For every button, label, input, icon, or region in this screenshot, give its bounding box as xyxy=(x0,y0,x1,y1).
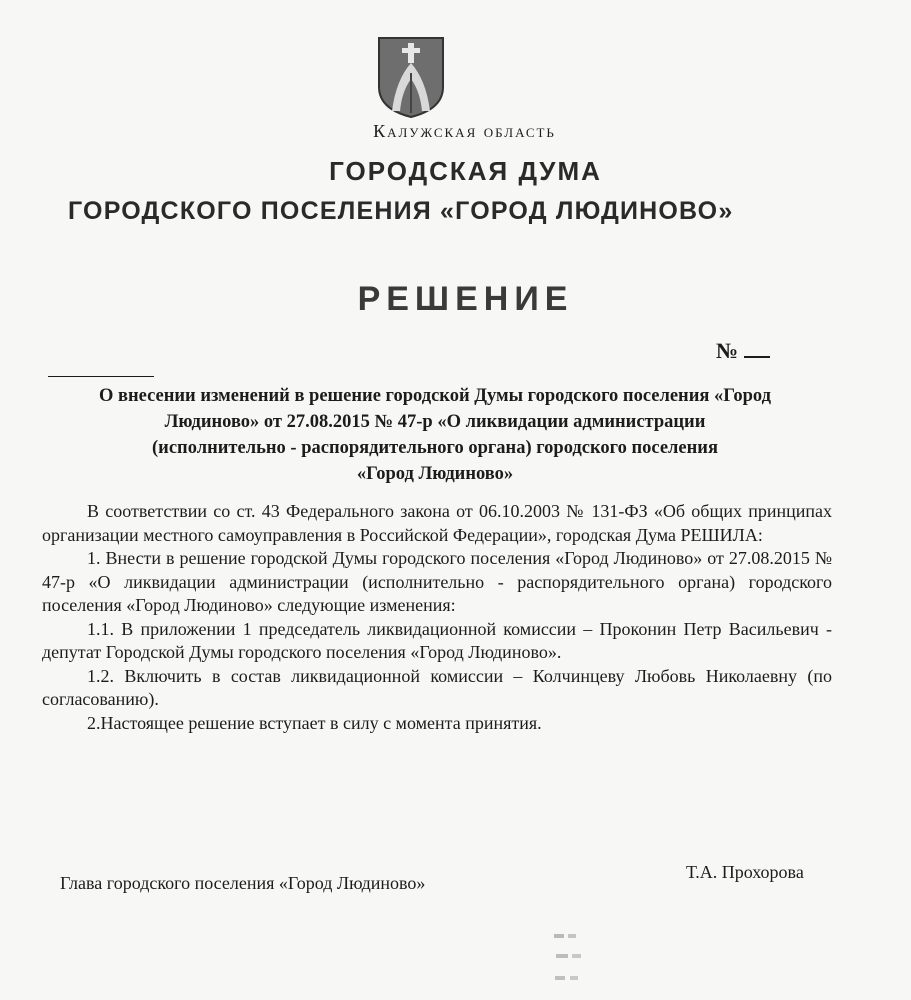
number-blank xyxy=(744,340,770,358)
signatory-position: Глава городского поселения «Город Людиново» xyxy=(60,873,426,893)
date-blank-line xyxy=(48,376,154,377)
signatory-name: Т.А. Прохорова xyxy=(686,862,804,882)
item-1-2-paragraph: 1.2. Включить в состав ликвидационной комиссии – Колчинцеву Любовь Николаевну (по согласованию). xyxy=(42,665,832,709)
item-1-paragraph: 1. Внести в решение городской Думы городского поселения «Город Людиново» от 27.08.2015 № 47-р «О ликвидации администрации (исполнительно - распорядительного органа) городского поселения «Город Людиново» следующие изменения: xyxy=(42,548,832,615)
number-label: № xyxy=(716,338,739,363)
document-body xyxy=(42,500,832,735)
subject-line-4: «Город Людиново» xyxy=(356,464,514,484)
faint-stamp-mark xyxy=(552,930,592,990)
item-2-paragraph: 2.Настоящее решение вступает в силу с момента принятия. xyxy=(87,712,542,733)
item-1-1-paragraph: 1.1. В приложении 1 председатель ликвидационной комиссии – Проконин Петр Васильевич - депутат Городской Думы городского поселения «Город Людиново». xyxy=(42,618,832,662)
subject-line-1: О внесении изменений в решение городской Думы городского поселения «Город xyxy=(98,386,772,406)
region-name: Калужская область xyxy=(373,121,556,141)
coat-of-arms-icon xyxy=(376,35,446,119)
subject-line-3: (исполнительно - распорядительного органа) городского поселения xyxy=(152,438,718,458)
document-type: РЕШЕНИЕ xyxy=(357,280,574,318)
preamble-paragraph: В соответствии со ст. 43 Федерального закона от 06.10.2003 № 131-ФЗ «Об общих принципах организации местного самоуправления в Российской Федерации», городская Дума РЕШИЛА: xyxy=(42,501,832,545)
council-title: ГОРОДСКАЯ ДУМА xyxy=(329,156,602,186)
subject-line-2: Людиново» от 27.08.2015 № 47-р «О ликвидации администрации xyxy=(164,412,706,432)
document-subject xyxy=(40,383,830,487)
council-subtitle: ГОРОДСКОГО ПОСЕЛЕНИЯ «ГОРОД ЛЮДИНОВО» xyxy=(68,197,734,225)
document-number xyxy=(716,338,770,364)
